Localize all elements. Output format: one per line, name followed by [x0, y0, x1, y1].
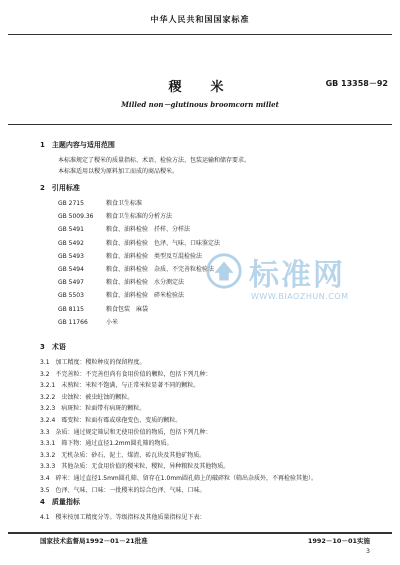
reference-item: [58, 251, 202, 260]
section-1-paragraph-2: 本标准适用以稷为原料加工而成的商品稷米。: [58, 168, 179, 175]
reference-code: GB 5009.36: [58, 213, 94, 221]
term-item: 3.3 杂质：通过规定筛层和无使用价值的物质，包括下列几种：: [40, 428, 212, 436]
reference-code: GB 5503: [58, 292, 84, 300]
section-1-paragraph-1: 本标准规定了稷米的质量指标、术语、检验方法、包装运输和储存要求。: [58, 157, 251, 164]
reference-item: [58, 198, 142, 207]
page-number: 3: [366, 548, 370, 555]
reference-title: 粮食、油料检验 杂质、不完善粒检验法: [106, 266, 215, 273]
watermark-text: 标准网: [249, 258, 345, 293]
reference-title: 粮食包装 麻袋: [106, 305, 149, 313]
reference-code: GB 2715: [58, 200, 84, 207]
reference-item: [58, 211, 172, 220]
reference-code: GB 5492: [58, 239, 84, 247]
term-item: 3.4 碎米：通过直径1.5mm圆孔筛、留存在1.0mm圆孔筛上的破碎粒（筛出杂质外，不再检验其他）。: [40, 475, 318, 482]
reference-code: GB 5493: [58, 252, 84, 260]
term-item: 3.3.1 筛下物：通过直径1.2mm圆孔筛的物质。: [40, 440, 173, 448]
reference-title: 粮食、油料检验 水分测定法: [106, 279, 185, 287]
standard-number: GB 13358－92: [325, 79, 388, 88]
section-4-heading: 4 质量指标: [40, 498, 80, 506]
term-item: 3.2.4 霉变粒：粒面有霉或球孢变色、变质的颗粒。: [40, 417, 182, 424]
watermark: [205, 248, 385, 318]
reference-title: 粮食、油料检验 碎米检验法: [106, 292, 185, 300]
watermark-url: WWW.BIAOZHUN.COM: [251, 292, 349, 301]
section-2-heading: 2 引用标准: [40, 184, 80, 192]
implementation-date: 1992－10－01实施: [307, 537, 370, 545]
term-item: 3.2.3 病斑粒：粒面带有病斑的颗粒。: [40, 405, 146, 413]
term-item: 3.2.2 虫蚀粒：被虫蛀蚀的颗粒。: [40, 393, 134, 401]
reference-item: [58, 317, 118, 326]
section-1-heading: 1 主题内容与适用范围: [40, 141, 115, 149]
issuing-authority: 中华人民共和国国家标准: [150, 15, 250, 24]
reference-item: [58, 264, 214, 273]
reference-item: [58, 224, 190, 233]
reference-code: GB 11766: [58, 318, 88, 326]
reference-item: [58, 277, 184, 286]
reference-title: 粮食卫生标准: [106, 200, 143, 207]
reference-code: GB 5497: [58, 279, 84, 287]
reference-title: 粮食、油料检验 扦样、分样法: [106, 226, 191, 234]
approval-date: 国家技术监督局1992－01－21批准: [40, 537, 148, 545]
section-3-heading: 3 术语: [40, 343, 66, 351]
reference-title: 小米: [106, 318, 119, 326]
section-4-1: 4.1 稷米按加工精度分等。等级指标及其他质量指标见下表：: [40, 514, 206, 521]
reference-item: [58, 304, 148, 313]
reference-code: GB 8115: [58, 305, 84, 313]
term-item: 3.1 加工精度：稷粒种皮的保留程度。: [40, 359, 146, 366]
header-rule: [8, 34, 392, 35]
term-item: 3.2 不完善粒：不完善但尚有食用价值的颗粒，包括下列几种：: [40, 370, 212, 378]
footer-rule: [8, 532, 392, 534]
term-item: 3.3.3 其他杂质：无食用价值的稷米粒、稷粒，异种粮粒及其他物质。: [40, 463, 230, 471]
reference-title: 粮食、油料检验 类型及互混检验法: [106, 252, 203, 260]
standard-title: 稷 米: [168, 80, 232, 95]
reference-code: GB 5494: [58, 266, 84, 273]
reference-item: [58, 290, 184, 299]
term-item: 3.2.1 未熟粒：米粒不饱满，与正常米粒显著不同的颗粒。: [40, 382, 200, 390]
term-item: 3.3.2 无机杂质：砂石、泥土、煤渣、砖瓦块及其他矿物质。: [40, 451, 206, 459]
term-item: 3.5 色泽、气味、口味：一批稷米的综合色泽、气味、口味。: [40, 486, 206, 494]
reference-item: [58, 238, 220, 247]
reference-title: 粮食卫生标准的分析方法: [106, 213, 173, 221]
title-rule: [8, 124, 392, 125]
watermark-logo-icon: [205, 252, 243, 290]
reference-title: 粮食、油料检验 色泽、气味、口味鉴定法: [106, 239, 221, 247]
english-title: Milled non－glutinous broomcorn millet: [121, 100, 279, 109]
reference-code: GB 5491: [58, 226, 84, 234]
